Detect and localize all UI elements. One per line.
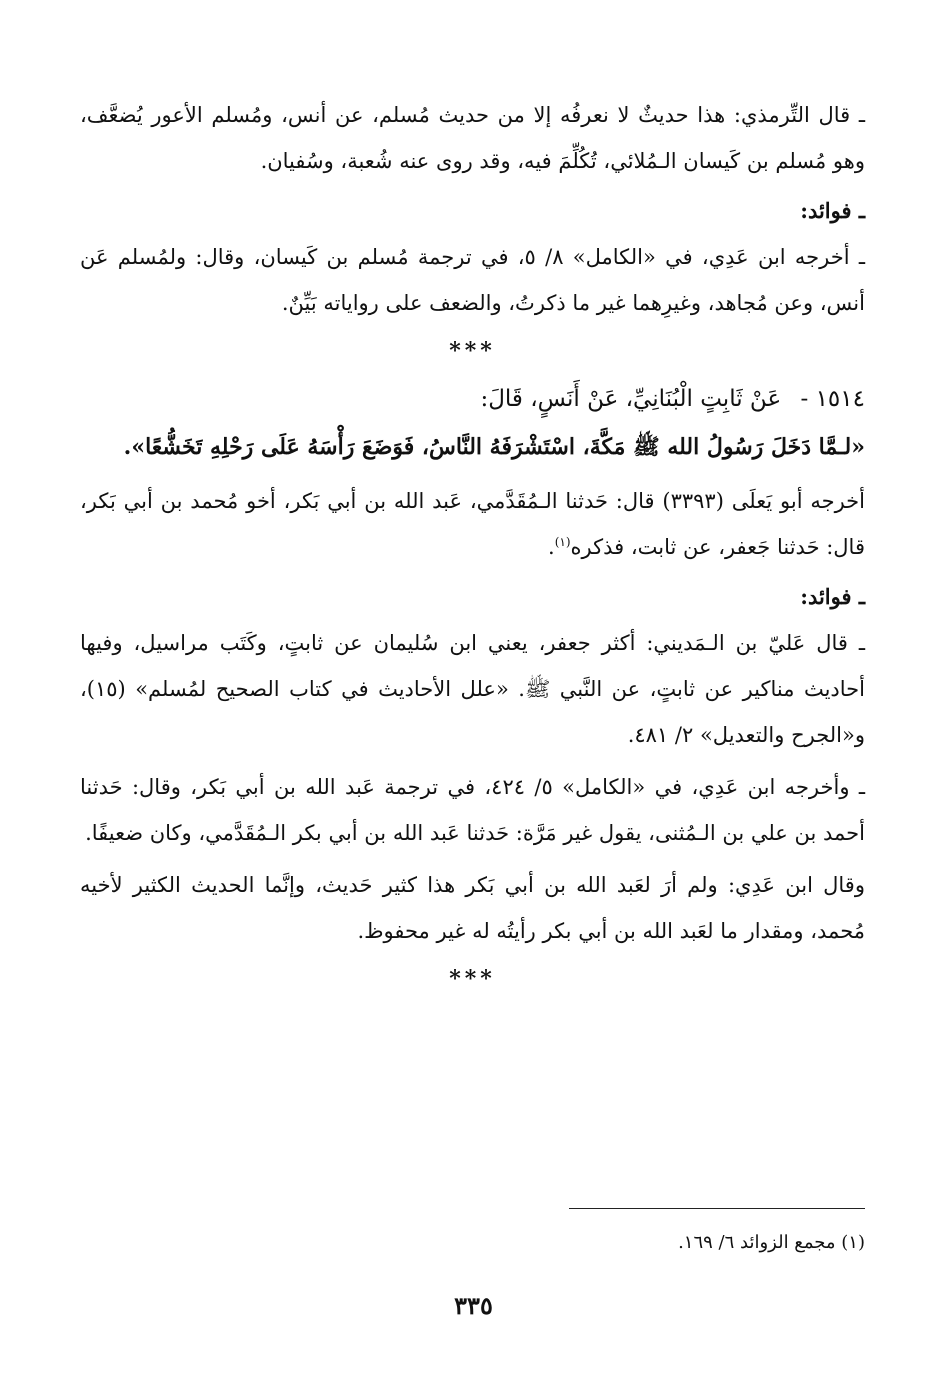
ibn-adi-paragraph-1: ـ أخرجه ابن عَدِي، في «الكامل» ٨/ ٥، في ترجمة مُسلم بن كَيسان، وقال: ولمُسلم عَن أنس، وعن مُجاهد، وغيرِهما غير ما ذكرتُ، والضعف على رواياته بَيِّنٌ.: [80, 245, 865, 315]
ibn-adi-paragraph-2: ـ وأخرجه ابن عَدِي، في «الكامل» ٥/ ٤٢٤، في ترجمة عَبد الله بن أبي بَكر، وقال: حَدثنا أحمد بن علي بن الـمُثنى، يقول غير مَرَّة: حَدثنا عَبد الله بن أبي بكر الـمُقَدَّمي، وكان ضعيفًا.: [80, 775, 865, 845]
hadith-header: [80, 376, 865, 422]
footnote-reference[interactable]: (١): [554, 535, 571, 549]
section-separator-1: ***: [449, 338, 496, 364]
main-text: [80, 92, 865, 1004]
ali-madini-paragraph: ـ قال عَليّ بن الـمَديني: أكثر جعفر، يعني ابن سُليمان عن ثابتٍ، وكَتَب مراسيل، وفيها أحاديث مناكير عن ثابتٍ، عن النَّبي ﷺ. «علل الأحاديث في كتاب الصحيح لمُسلم» (١٥)، و«الجرح والتعديل» ٢/ ٤٨١.: [80, 631, 865, 747]
ibn-adi-paragraph-3: وقال ابن عَدِي: ولم أرَ لعَبد الله بن أبي بَكر هذا كثير حَديث، وإنَّما الحديث الكثير لأخيه مُحمد، ومقدار ما لعَبد الله بن أبي بكر رأيتُه له غير محفوظ.: [80, 873, 865, 943]
abu-yala-text: أخرجه أبو يَعلَى (٣٣٩٣) قال: حَدثنا الـمُقَدَّمي، عَبد الله بن أبي بَكر، أخو مُحمد بن أبي بَكر، قال: حَدثنا جَعفر، عن ثابت، فذكره: [80, 489, 865, 559]
page-number: ٣٣٥: [454, 1291, 493, 1320]
benefits-heading-2: ـ فوائد:: [800, 584, 865, 609]
footnote-divider: [569, 1208, 865, 1209]
abu-yala-paragraph: [80, 478, 865, 570]
hadith-number: ١٥١٤ -: [800, 386, 865, 412]
hadith-text: «لـمَّا دَخَلَ رَسُولُ الله ﷺ مَكَّةَ، اسْتَشْرَفَهُ النَّاسُ، فَوَضَعَ رَأْسَهُ عَلَى رَحْلِهِ تَخَشُّعًا».: [123, 434, 865, 460]
hadith-chain: عَنْ ثَابِتٍ الْبُنَانِيِّ، عَنْ أَنَسٍ، قَالَ:: [480, 386, 782, 412]
abu-yala-end: .: [548, 535, 555, 559]
tirmidhi-paragraph: ـ قال التِّرمذي: هذا حديثٌ لا نعرفُه إلا من حديث مُسلم، عن أنس، ومُسلم الأعور يُضعَّف، وهو مُسلم بن كَيسان الـمُلائي، تُكُلِّمَ فيه، وقد روى عنه شُعبة، وسُفيان.: [80, 103, 865, 173]
section-separator-2: ***: [449, 966, 496, 992]
footnote: (١) مجمع الزوائد ٦/ ١٦٩.: [678, 1232, 865, 1253]
benefits-heading-1: ـ فوائد:: [800, 198, 865, 223]
